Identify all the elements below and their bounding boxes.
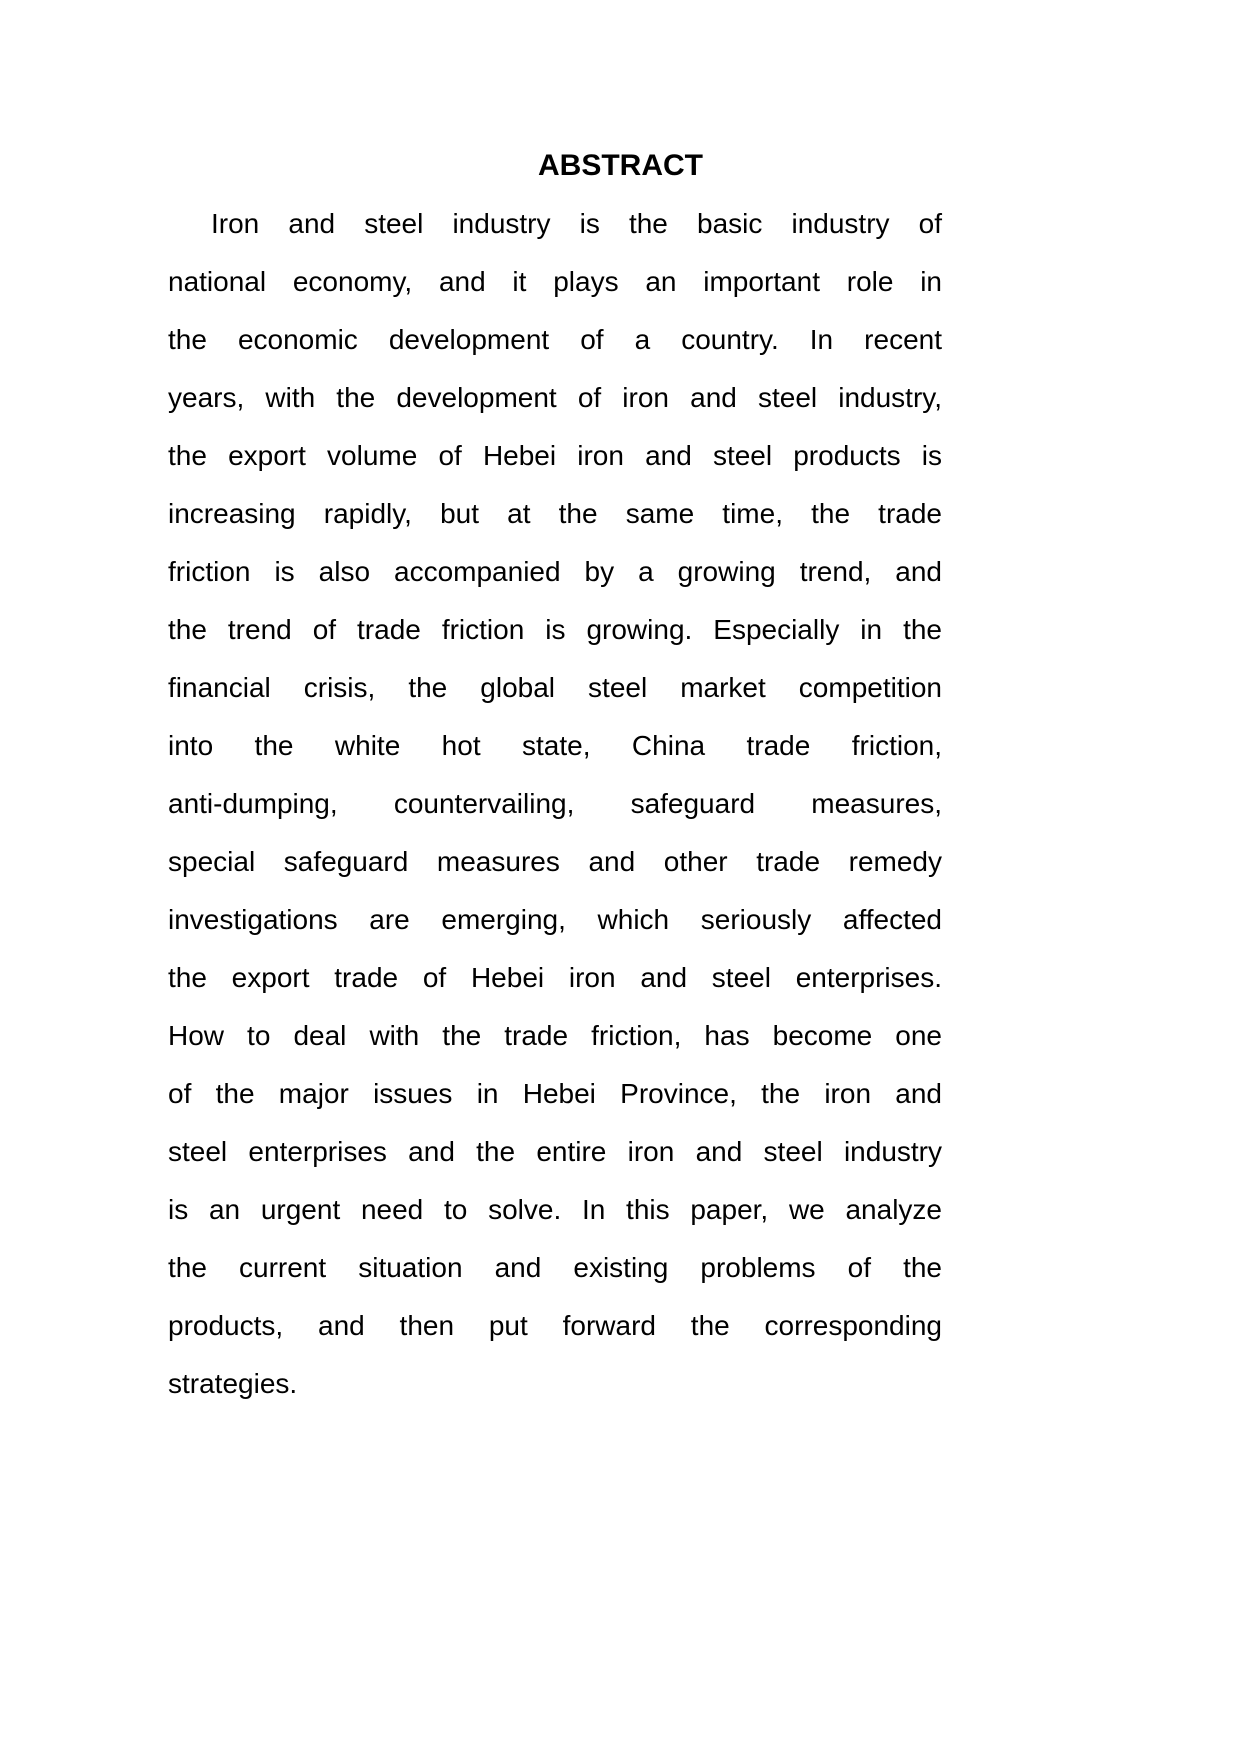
abstract-line: the current situation and existing problems of the <box>168 1252 942 1283</box>
abstract-line: How to deal with the trade friction, has become one <box>168 1020 942 1051</box>
abstract-line: strategies. <box>168 1368 298 1399</box>
abstract-line: national economy, and it plays an important role in <box>168 266 942 297</box>
abstract-line: is an urgent need to solve. In this paper, we analyze <box>168 1194 942 1225</box>
abstract-line: increasing rapidly, but at the same time, the trade <box>168 498 942 529</box>
abstract-line: the economic development of a country. In recent <box>168 324 942 355</box>
abstract-line: financial crisis, the global steel market competition <box>168 672 942 703</box>
abstract-line: the export volume of Hebei iron and steel products is <box>168 440 942 471</box>
abstract-line: Iron and steel industry is the basic industry of <box>211 208 942 239</box>
abstract-line: special safeguard measures and other trade remedy <box>168 846 942 877</box>
abstract-line: into the white hot state, China trade friction, <box>168 730 942 761</box>
abstract-line: investigations are emerging, which seriously affected <box>168 904 942 935</box>
abstract-line: products, and then put forward the corresponding <box>168 1310 942 1341</box>
abstract-line: years, with the development of iron and steel industry, <box>168 382 942 413</box>
abstract-body <box>168 202 942 1420</box>
abstract-line: anti-dumping, countervailing, safeguard measures, <box>168 788 942 819</box>
abstract-line: the trend of trade friction is growing. Especially in the <box>168 614 942 645</box>
abstract-line: friction is also accompanied by a growing trend, and <box>168 556 942 587</box>
abstract-heading: ABSTRACT <box>538 149 703 182</box>
abstract-line: steel enterprises and the entire iron and steel industry <box>168 1136 942 1167</box>
abstract-line: the export trade of Hebei iron and steel enterprises. <box>168 962 942 993</box>
abstract-line: of the major issues in Hebei Province, the iron and <box>168 1078 942 1109</box>
